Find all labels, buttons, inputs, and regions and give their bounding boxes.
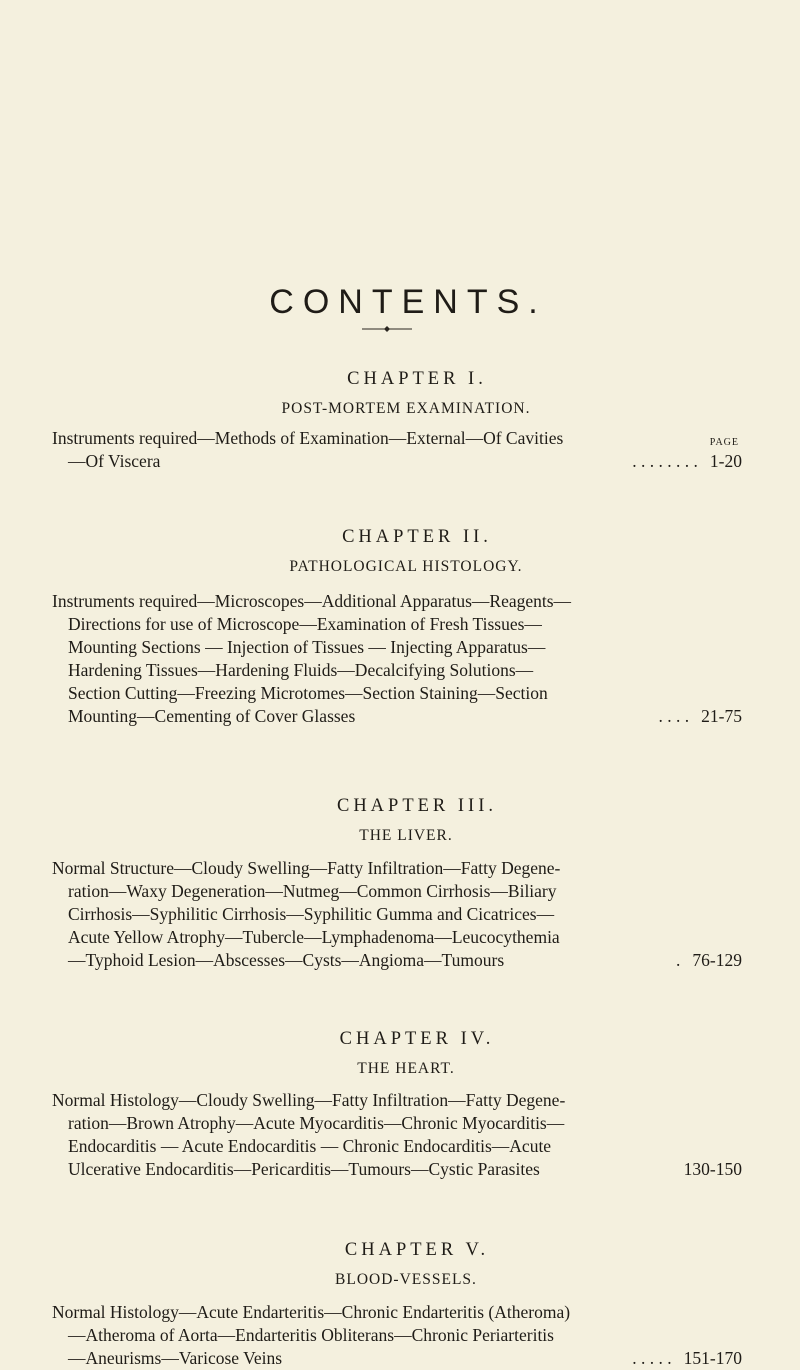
entry-line: Normal Structure—Cloudy Swelling—Fatty Infiltration—Fatty Degene- <box>52 858 561 878</box>
chapter-entry <box>52 857 742 972</box>
entry-line: Normal Histology—Acute Endarteritis—Chronic Endarteritis (Atheroma) <box>52 1302 571 1322</box>
chapter-subtitle: BLOOD-VESSELS. <box>335 1271 477 1288</box>
entry-line: Normal Histology—Cloudy Swelling—Fatty Infiltration—Fatty Degene- <box>52 1090 566 1110</box>
chapter-4 <box>52 1029 742 1181</box>
entry-last-line <box>52 705 742 728</box>
page-range: 21-75 <box>701 706 742 726</box>
chapter-entry <box>52 1089 742 1181</box>
chapter-heading: CHAPTER IV. <box>339 1029 495 1049</box>
dot-leader: . . . . . <box>632 1348 672 1368</box>
entry-line: Mounting Sections — Injection of Tissues — Injecting Apparatus— <box>68 637 546 657</box>
chapter-subtitle: PATHOLOGICAL HISTOLOGY. <box>289 558 523 575</box>
entry-line: ration—Brown Atrophy—Acute Myocarditis—Chronic Myocarditis— <box>68 1113 565 1133</box>
chapter-3 <box>52 796 742 972</box>
entry-line: ration—Waxy Degeneration—Nutmeg—Common Cirrhosis—Biliary <box>68 881 557 901</box>
page-range: 130-150 <box>683 1159 742 1179</box>
page-range: 76-129 <box>692 950 742 970</box>
entry-line: —Of Viscera <box>68 451 161 471</box>
chapter-2 <box>52 527 742 728</box>
entry-line: Instruments required—Methods of Examination—External—Of Cavities <box>52 428 564 448</box>
entry-line: Section Cutting—Freezing Microtomes—Section Staining—Section <box>68 683 548 703</box>
entry-line: —Typhoid Lesion—Abscesses—Cysts—Angioma—Tumours <box>68 950 505 970</box>
contents-title: CONTENTS. <box>269 283 547 321</box>
entry-line: Cirrhosis—Syphilitic Cirrhosis—Syphilitic Gumma and Cicatrices— <box>68 904 555 924</box>
chapter-heading: CHAPTER V. <box>344 1240 490 1260</box>
page-range: 151-170 <box>683 1348 742 1368</box>
entry-line: Directions for use of Microscope—Examination of Fresh Tissues— <box>68 614 542 634</box>
entry-line: Endocarditis — Acute Endocarditis — Chronic Endocarditis—Acute <box>68 1136 552 1156</box>
chapter-subtitle: POST-MORTEM EXAMINATION. <box>281 400 531 417</box>
chapter-heading: CHAPTER II. <box>342 527 492 547</box>
chapter-5 <box>52 1240 742 1370</box>
page-column-label: PAGE <box>709 437 739 448</box>
dot-leader: . . . . <box>658 706 690 726</box>
chapter-entry <box>52 590 742 728</box>
entry-last-line <box>52 450 742 473</box>
chapter-entry <box>52 427 742 473</box>
ornament-divider <box>362 324 412 334</box>
entry-line: Hardening Tissues—Hardening Fluids—Decalcifying Solutions— <box>68 660 534 680</box>
chapter-subtitle: THE HEART. <box>357 1060 455 1077</box>
dot-leader: . <box>676 950 681 970</box>
entry-line: Ulcerative Endocarditis—Pericarditis—Tumours—Cystic Parasites <box>68 1159 540 1179</box>
entry-line: Acute Yellow Atrophy—Tubercle—Lymphadenoma—Leucocythemia <box>68 927 560 947</box>
chapter-subtitle: THE LIVER. <box>359 827 453 844</box>
entry-last-line <box>52 949 742 972</box>
chapter-1 <box>52 369 742 473</box>
entry-line: —Atheroma of Aorta—Endarteritis Obliterans—Chronic Periarteritis <box>68 1325 554 1345</box>
page-range: 1-20 <box>709 451 742 471</box>
entry-last-line <box>52 1158 742 1181</box>
dot-leader: . . . . . . . . <box>632 451 698 471</box>
entry-line: Mounting—Cementing of Cover Glasses <box>68 706 356 726</box>
entry-last-line <box>52 1347 742 1370</box>
chapter-heading: CHAPTER III. <box>336 796 498 816</box>
chapter-heading: CHAPTER I. <box>347 369 487 389</box>
entry-line: Instruments required—Microscopes—Additional Apparatus—Reagents— <box>52 591 572 611</box>
entry-line: —Aneurisms—Varicose Veins <box>68 1348 283 1368</box>
chapter-entry <box>52 1301 742 1370</box>
